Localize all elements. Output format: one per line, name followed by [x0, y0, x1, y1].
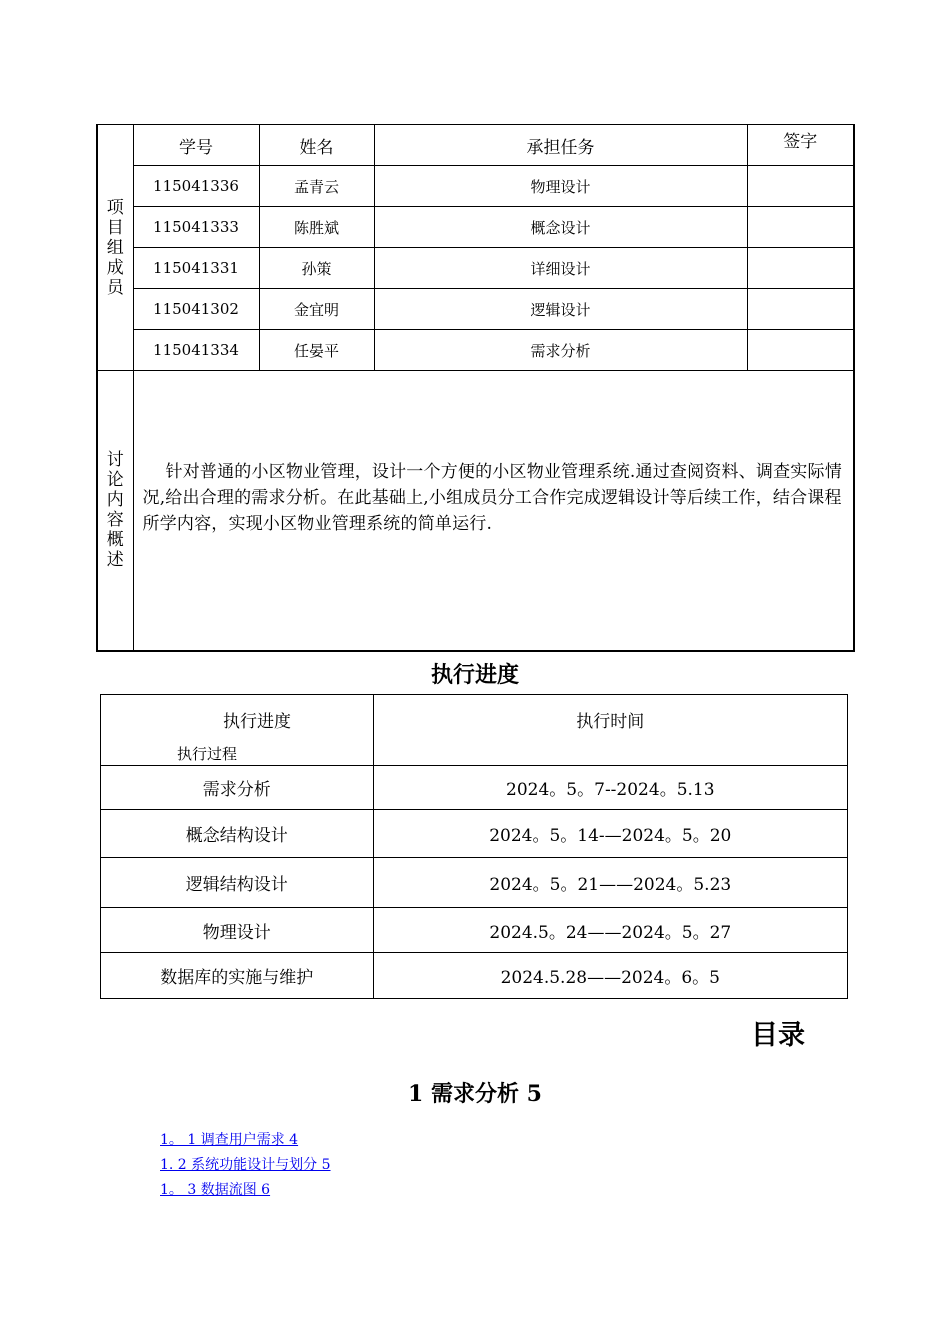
progress-row	[101, 766, 848, 810]
header-task: 承担任务	[374, 125, 747, 166]
toc-section-heading: 1 需求分析 5	[408, 1081, 542, 1107]
header-student-id: 学号	[133, 125, 259, 166]
member-row	[97, 248, 854, 289]
member-signature-cell	[747, 166, 854, 207]
toc-title: 目录	[751, 1020, 805, 1051]
progress-time: 2024。5。14-—2024。5。20	[373, 810, 847, 858]
header-process: 执行过程	[177, 745, 238, 763]
member-name: 金宜明	[259, 289, 374, 330]
progress-stage: 逻辑结构设计	[101, 858, 374, 908]
member-task: 需求分析	[374, 330, 747, 371]
member-name: 任晏平	[259, 330, 374, 371]
header-signature: 签字	[747, 125, 854, 166]
member-id: 115041334	[133, 330, 259, 371]
progress-time: 2024.5。24——2024。5。27	[373, 908, 847, 953]
progress-row	[101, 953, 848, 999]
progress-row	[101, 810, 848, 858]
header-progress: 执行进度	[223, 712, 291, 732]
member-name: 陈胜斌	[259, 207, 374, 248]
member-name: 孙策	[259, 248, 374, 289]
summary-cell	[133, 371, 854, 651]
progress-stage: 数据库的实施与维护	[101, 953, 374, 999]
member-task: 逻辑设计	[374, 289, 747, 330]
member-row	[97, 166, 854, 207]
member-task: 物理设计	[374, 166, 747, 207]
progress-time: 2024。5。7--2024。5.13	[373, 766, 847, 810]
member-signature-cell	[747, 289, 854, 330]
progress-stage: 需求分析	[101, 766, 374, 810]
progress-stage: 概念结构设计	[101, 810, 374, 858]
member-signature-cell	[747, 330, 854, 371]
progress-table	[100, 694, 848, 999]
member-id: 115041333	[133, 207, 259, 248]
member-id: 115041331	[133, 248, 259, 289]
member-signature-cell	[747, 207, 854, 248]
toc-link[interactable]: 1。 1 调查用户需求 4	[160, 1132, 299, 1148]
progress-time: 2024.5.28——2024。6。5	[373, 953, 847, 999]
members-table	[96, 124, 855, 652]
progress-title: 执行进度	[430, 662, 519, 688]
header-name: 姓名	[259, 125, 374, 166]
member-task: 概念设计	[374, 207, 747, 248]
progress-stage: 物理设计	[101, 908, 374, 953]
member-row	[97, 289, 854, 330]
progress-row	[101, 858, 848, 908]
toc-link[interactable]: 1. 2 系统功能设计与划分 5	[160, 1157, 331, 1173]
summary-text: 针对普通的小区物业管理，设计一个方便的小区物业管理系统.通过查阅资料、调查实际情况,给出合理的需求分析。在此基础上,小组成员分工合作完成逻辑设计等后续工作，结合课程所学内容，实现小区物业管理系统的简单运行.	[142, 462, 842, 534]
progress-header-diagonal-cell	[101, 695, 374, 766]
member-task: 详细设计	[374, 248, 747, 289]
toc-link[interactable]: 1。 3 数据流图 6	[160, 1182, 271, 1198]
progress-time: 2024。5。21——2024。5.23	[373, 858, 847, 908]
member-row	[97, 207, 854, 248]
header-time: 执行时间	[373, 695, 847, 766]
member-row	[97, 330, 854, 371]
member-name: 孟青云	[259, 166, 374, 207]
member-id: 115041336	[133, 166, 259, 207]
summary-side-label: 讨论内容概述	[97, 371, 133, 651]
member-id: 115041302	[133, 289, 259, 330]
member-signature-cell	[747, 248, 854, 289]
members-side-label: 项目组成员	[97, 125, 133, 371]
progress-row	[101, 908, 848, 953]
